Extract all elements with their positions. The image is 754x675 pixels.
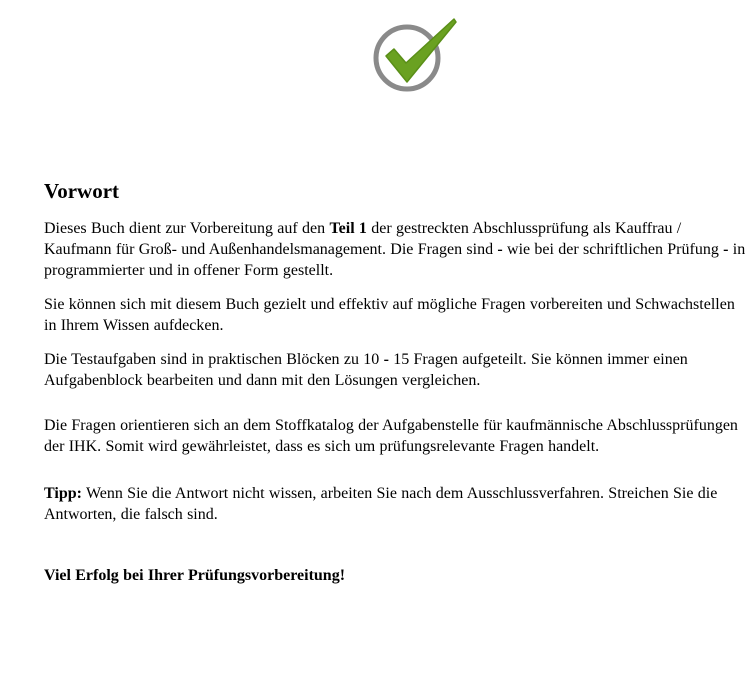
page-title: Vorwort	[44, 179, 120, 203]
preface-section	[44, 176, 749, 586]
paragraph-tip: Tipp: Wenn Sie die Antwort nicht wissen, arbeiten Sie nach dem Ausschlussverfahren. Streichen Sie die Antworten, die falsch sind.	[44, 485, 718, 523]
checkmark-logo-icon	[370, 16, 460, 94]
paragraph-blocks: Die Testaufgaben sind in praktischen Blöcken zu 10 - 15 Fragen aufgeteilt. Sie können immer einen Aufgabenblock bearbeiten und dann mit den Lösungen vergleichen.	[44, 351, 688, 389]
paragraph-purpose: Sie können sich mit diesem Buch gezielt und effektiv auf mögliche Fragen vorbereiten und Schwachstellen in Ihrem Wissen aufdecken.	[44, 296, 735, 334]
tip-label: Tipp:	[44, 485, 82, 502]
closing-line: Viel Erfolg bei Ihrer Prüfungsvorbereitung!	[44, 567, 346, 584]
paragraph-intro: Dieses Buch dient zur Vorbereitung auf den Teil 1 der gestreckten Abschlussprüfung als Kauffrau / Kaufmann für Groß- und Außenhandelsmanagement. Die Fragen sind - wie bei der schriftlichen Prüfung - in programmierter und in offener Form gestellt.	[44, 220, 746, 279]
paragraph-catalog: Die Fragen orientieren sich an dem Stoffkatalog der Aufgabenstelle für kaufmännische Abschlussprüfungen der IHK. Somit wird gewährleistet, dass es sich um prüfungsrelevante Fragen handelt.	[44, 417, 738, 455]
